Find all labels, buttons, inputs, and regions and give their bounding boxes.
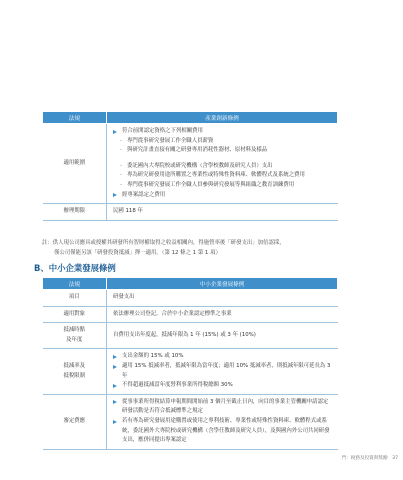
item-text: 民國 118 年 [113,208,143,215]
row-label: 項目 [43,290,107,307]
item-text: 研發支出 [113,294,135,300]
item-text: 委託國內大專院校或研究機構（含學校教師及研究人員）支出 [127,162,273,169]
sub-item [113,162,332,172]
sub-item [113,181,332,191]
dash-bullet-icon: - [120,172,122,179]
bullet-item [113,362,332,381]
tax-table-sme-development [42,277,338,450]
row-label: 審定費應 [43,394,107,449]
item-text: 不得超過抵減當年度營利事業所得稅總額 30% [122,382,233,389]
table-row [43,349,338,394]
column-header: 產業創新條例 [107,112,338,124]
table-row [43,204,338,221]
plain-item [113,331,332,341]
item-text: 依法辦理公司登記，合於中小企業認定標準之事業 [113,310,232,317]
row-content [107,323,338,349]
table-row [43,124,338,159]
plain-item [113,293,332,303]
table-row [43,290,338,307]
triangle-bullet-icon [113,355,117,359]
page-footer: 門：稅務及投資與獎勵 37 [341,456,398,461]
item-text: 自費用支出年度起，抵減年限為 1 年 (15%) 或 3 年 (10%) [113,331,256,338]
row-label: 抵減率及 抵稅限制 [43,349,107,394]
bullet-item [113,417,332,446]
triangle-bullet-icon [113,420,117,424]
bullet-item [113,398,332,417]
item-text: 專門從事研究發展工作全職人員參與研究發展等與組織之教育訓練費用 [127,181,295,188]
triangle-bullet-icon [113,384,117,388]
item-text: 從事事業所得稅結算申報期間開始前 3 個月至截止日內，向目的事業主管機關申請認定研發活動是否符合抵減標準之規定 [122,398,329,415]
sub-item [113,171,332,181]
row-content [107,124,338,159]
footnote-line: 僅公司僅能另該「研發投資抵減」擇一適用。（第 12 條之 1 第 1 項） [54,250,221,256]
item-text: 支出金額的 15% 或 10% [122,353,184,360]
row-content [107,290,338,307]
column-header: 中小企業發展條例 [107,278,338,290]
plain-item [113,207,332,217]
table-header-row [43,112,338,124]
table-row [43,306,338,323]
row-content [107,349,338,394]
triangle-bullet-icon [113,365,117,369]
triangle-bullet-icon [113,400,117,404]
bullet-item [113,352,332,362]
row-content [107,204,338,221]
bullet-item [113,191,332,201]
item-text: 經專案認定之費用 [122,191,166,198]
column-header: 法規 [43,112,107,124]
dash-bullet-icon: - [120,181,122,188]
triangle-bullet-icon [113,193,117,197]
row-label: 抵減時點 及年度 [43,323,107,349]
item-text: 若有專為研究發展用途購置或使用之專利技術、專業性或特殊性資料庫、軟體程式或系統，委託國外大專院校或研究機構（含學任教師及研究人員），及與國內外公司共同研發支出，應併同提出專案認定 [122,417,330,444]
row-content [107,159,338,204]
row-label: 辦理期限 [43,204,107,221]
dash-bullet-icon: - [120,137,122,144]
item-text: 適用 15% 抵減率者，抵減年限為當年度；適用 10% 抵減率者，則抵減年限可延長為 3 年 [122,362,331,379]
section-heading: B、中小企業發展條例 [34,263,116,273]
bullet-item [113,127,332,137]
footnote [42,238,348,258]
plain-item [113,310,332,320]
tax-table-industry-innovation [42,111,338,221]
item-text: 專為研究研發用途所購置之專業性或特殊性資料庫、軟體程式及系統之費用 [127,172,305,179]
item-text: 專門從事研究發展工作全職人員薪資 [127,137,214,144]
table-row [43,323,338,349]
row-label: 適用範圍 [43,124,107,204]
table-header-row [43,278,338,290]
dash-bullet-icon: - [120,162,122,169]
bullet-item [113,381,332,391]
item-text: 符合前開認定資格之下列相關費用 [122,128,203,134]
sub-item [113,137,332,147]
item-text: 與研究計畫直接有關之研發專用消耗性器材、原材料及樣品 [127,147,268,154]
row-label: 適用對象 [43,306,107,323]
row-content [107,394,338,449]
sub-item [113,146,332,156]
footnote-line: 註：供人現公司應具或授權其研發所有智財權取得之收益相關內，得施營率後「研發支出」加倍認採， [42,240,285,246]
row-content [107,306,338,323]
triangle-bullet-icon [113,130,117,134]
dash-bullet-icon: - [120,147,122,154]
table-row [43,394,338,449]
column-header: 法規 [43,278,107,290]
